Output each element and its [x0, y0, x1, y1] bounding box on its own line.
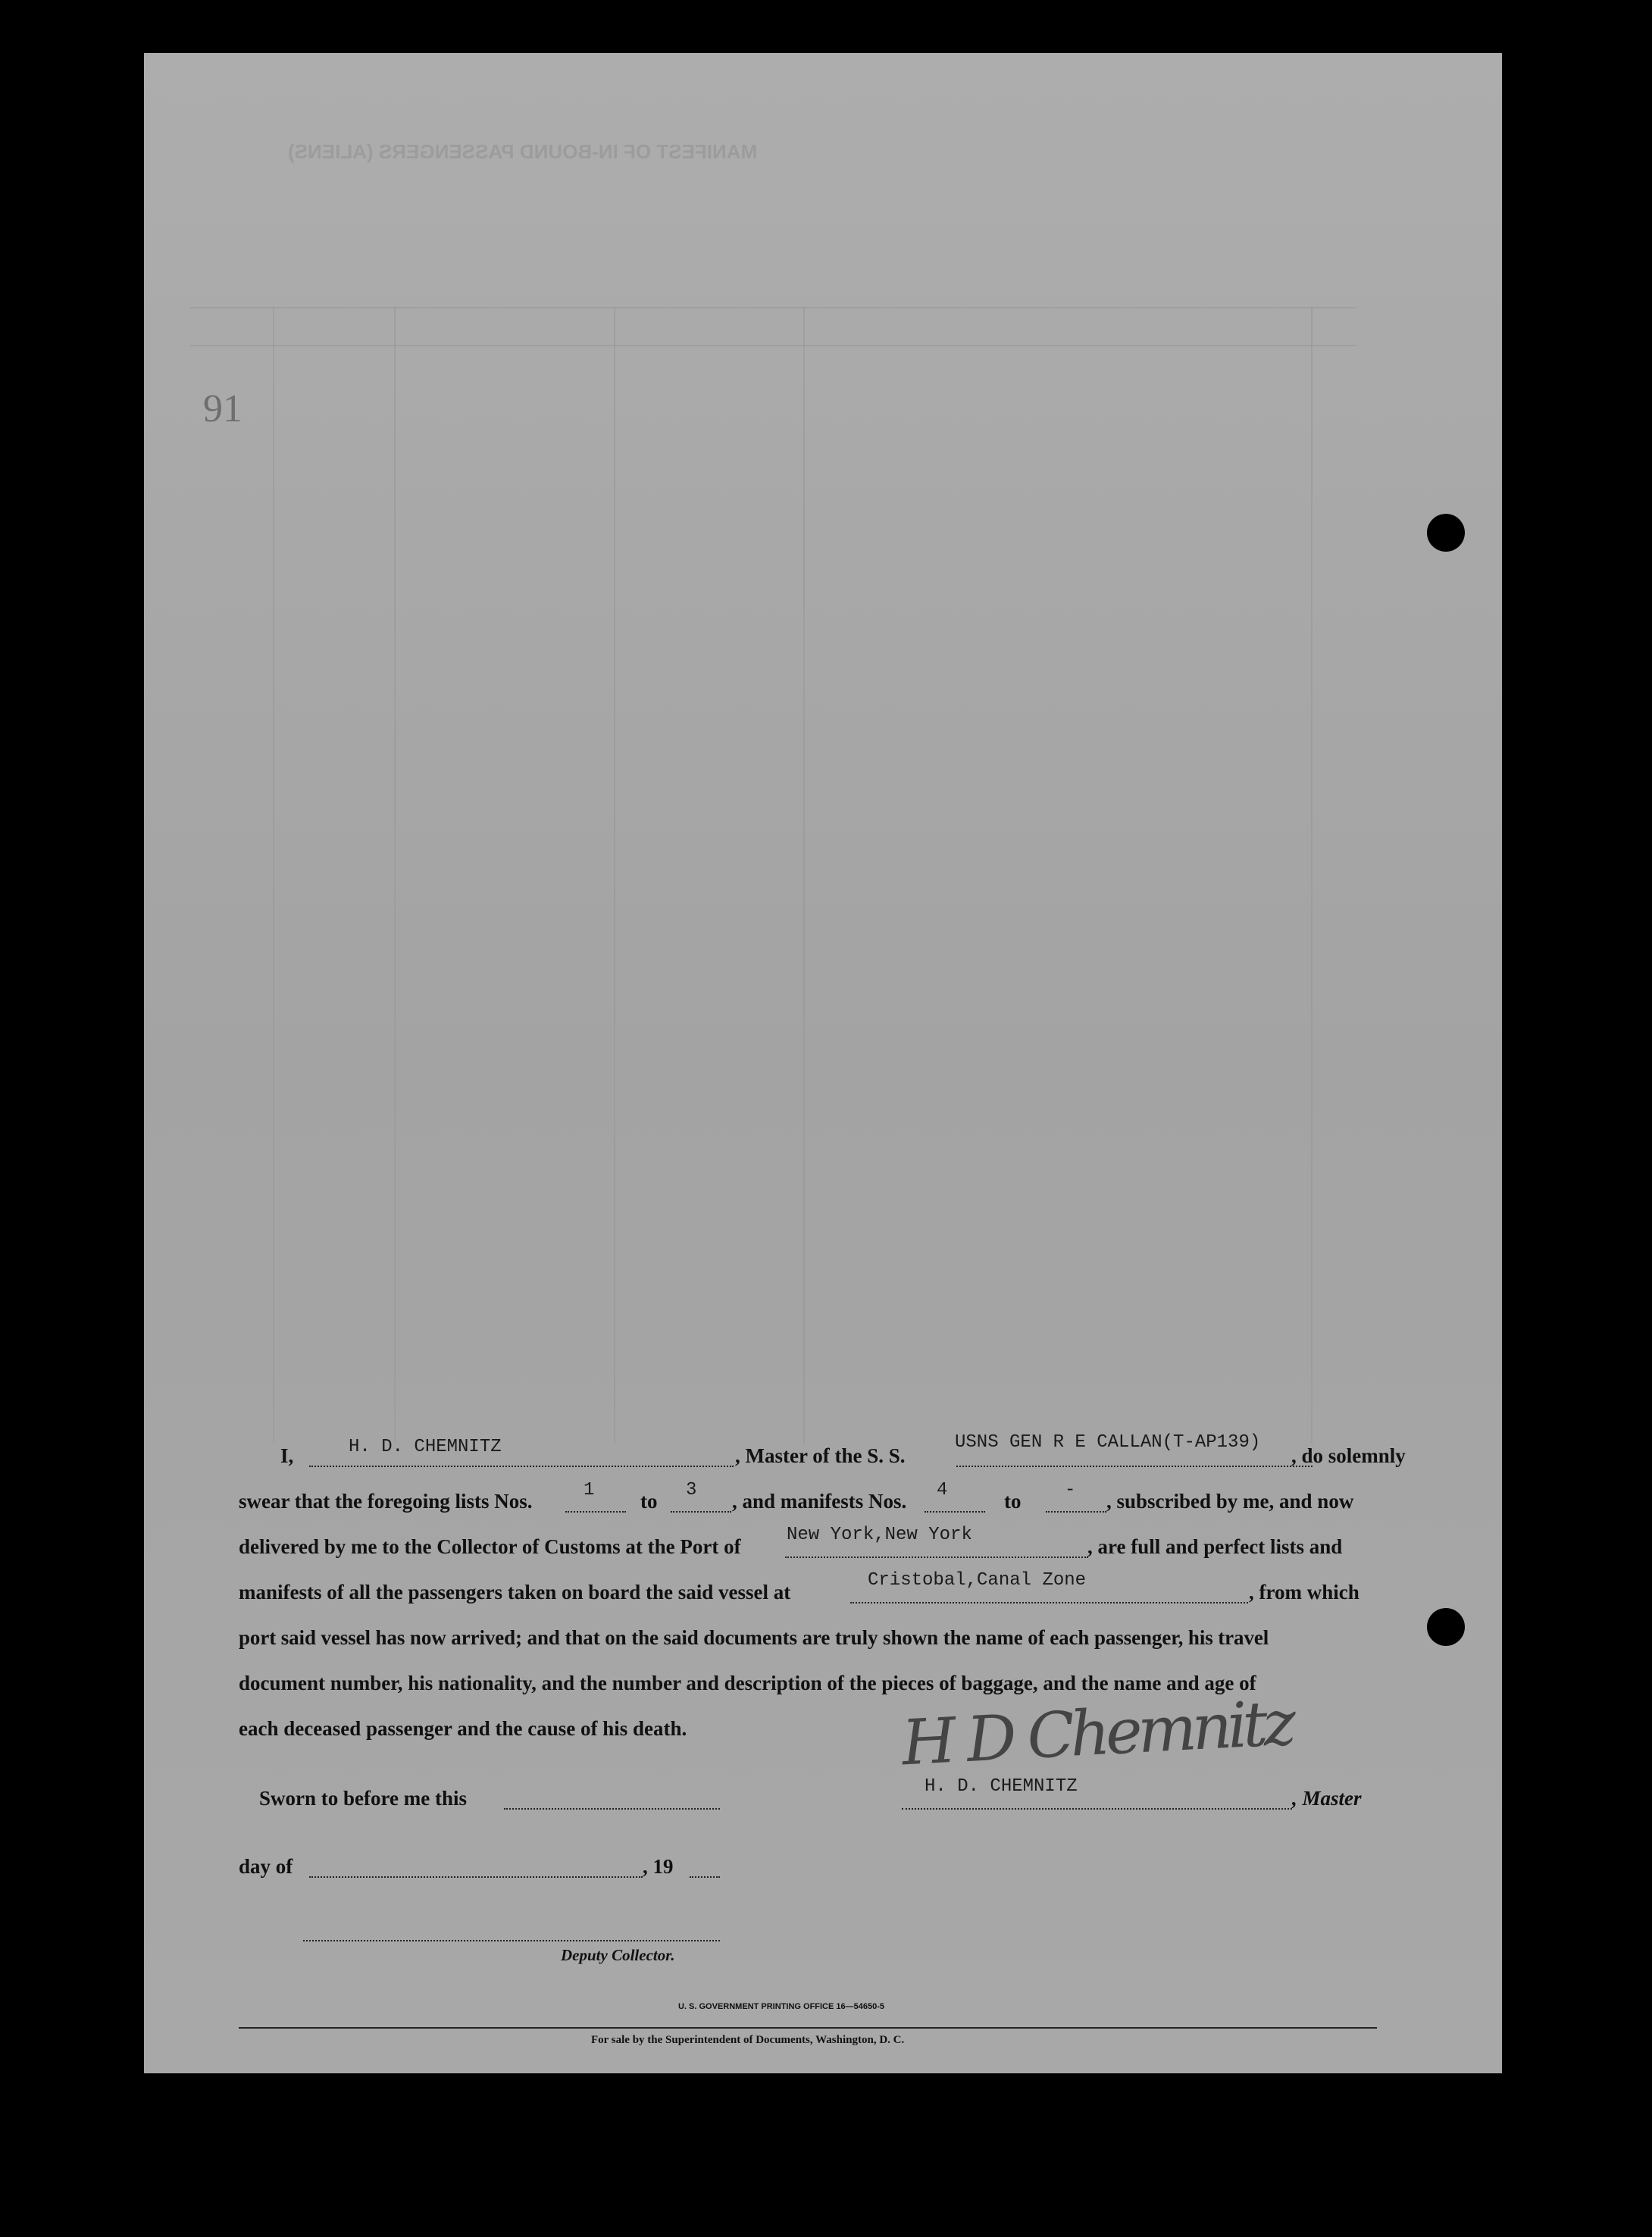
master-suffix: , Master — [1292, 1787, 1362, 1810]
document-page — [144, 53, 1502, 2073]
deputy-signature-blank — [303, 1940, 720, 1941]
year-prefix: , 19 — [643, 1855, 674, 1878]
manifests-to-blank — [1046, 1511, 1106, 1513]
master-name-blank — [309, 1466, 734, 1467]
master-signature: H D Chemnitz — [900, 1687, 1294, 1780]
master-typed-name: H. D. CHEMNITZ — [925, 1776, 1078, 1797]
delivered-label: delivered by me to the Collector of Customs at the Port of — [239, 1535, 741, 1558]
sworn-blank — [504, 1808, 720, 1810]
full-perfect-label: , are full and perfect lists and — [1087, 1535, 1343, 1558]
vessel-blank — [956, 1466, 1313, 1467]
bleed-through-title: MANIFEST OF IN-BOUND PASSENGERS (ALIENS) — [288, 140, 758, 163]
to-label-2: to — [1004, 1490, 1022, 1513]
sworn-label: Sworn to before me this — [259, 1787, 467, 1810]
day-of-label: day of — [239, 1855, 293, 1878]
lists-to-blank — [671, 1511, 731, 1513]
gpo-imprint: U. S. GOVERNMENT PRINTING OFFICE 16—54650-5 — [678, 2002, 885, 2011]
manifests-to-value: - — [1065, 1480, 1076, 1500]
port-value: New York,New York — [787, 1525, 972, 1545]
bleed-through-column — [1311, 307, 1313, 1444]
lists-from-value: 1 — [584, 1480, 595, 1500]
manifests-from-blank — [925, 1511, 985, 1513]
footer-rule — [239, 2027, 1377, 2029]
manifests-all-label: manifests of all the passengers taken on board the said vessel at — [239, 1581, 791, 1603]
master-name-value: H. D. CHEMNITZ — [349, 1437, 502, 1457]
master-of-label: , Master of the S. S. — [735, 1444, 906, 1467]
bleed-through-rule — [189, 307, 1356, 308]
bleed-through-column — [614, 307, 615, 1444]
margin-number: 91 — [203, 387, 242, 430]
oath-i: I, — [280, 1444, 294, 1467]
oath-line-5: port said vessel has now arrived; and that on the said documents are truly shown the name of each passenger, his travel — [239, 1626, 1269, 1649]
punch-hole-top — [1427, 514, 1465, 552]
deputy-collector-label: Deputy Collector. — [561, 1946, 675, 1964]
punch-hole-bottom — [1427, 1608, 1465, 1646]
subscribed-label: , subscribed by me, and now — [1106, 1490, 1354, 1513]
and-manifests-label: , and manifests Nos. — [732, 1490, 907, 1513]
sale-notice: For sale by the Superintendent of Documents, Washington, D. C. — [591, 2034, 905, 2046]
year-blank — [690, 1876, 720, 1878]
bleed-through-column — [803, 307, 805, 1444]
solemnly-label: , do solemnly — [1291, 1444, 1406, 1467]
origin-value: Cristobal,Canal Zone — [868, 1570, 1087, 1591]
oath-line-6: document number, his nationality, and the number and description of the pieces of baggage, and the name and age of — [239, 1672, 1256, 1694]
day-of-blank — [309, 1876, 643, 1878]
origin-blank — [850, 1602, 1248, 1603]
bleed-through-column — [394, 307, 396, 1444]
port-blank — [785, 1557, 1088, 1558]
lists-from-blank — [565, 1511, 626, 1513]
swear-label: swear that the foregoing lists Nos. — [239, 1490, 533, 1513]
oath-line-7: each deceased passenger and the cause of his death. — [239, 1717, 687, 1740]
signature-blank — [902, 1808, 1292, 1810]
lists-to-value: 3 — [686, 1480, 697, 1500]
from-which-label: , from which — [1249, 1581, 1359, 1603]
manifests-from-value: 4 — [937, 1480, 948, 1500]
to-label-1: to — [640, 1490, 658, 1513]
bleed-through-column — [273, 307, 274, 1444]
bleed-through-rule — [189, 345, 1356, 346]
vessel-value: USNS GEN R E CALLAN(T-AP139) — [955, 1432, 1261, 1453]
